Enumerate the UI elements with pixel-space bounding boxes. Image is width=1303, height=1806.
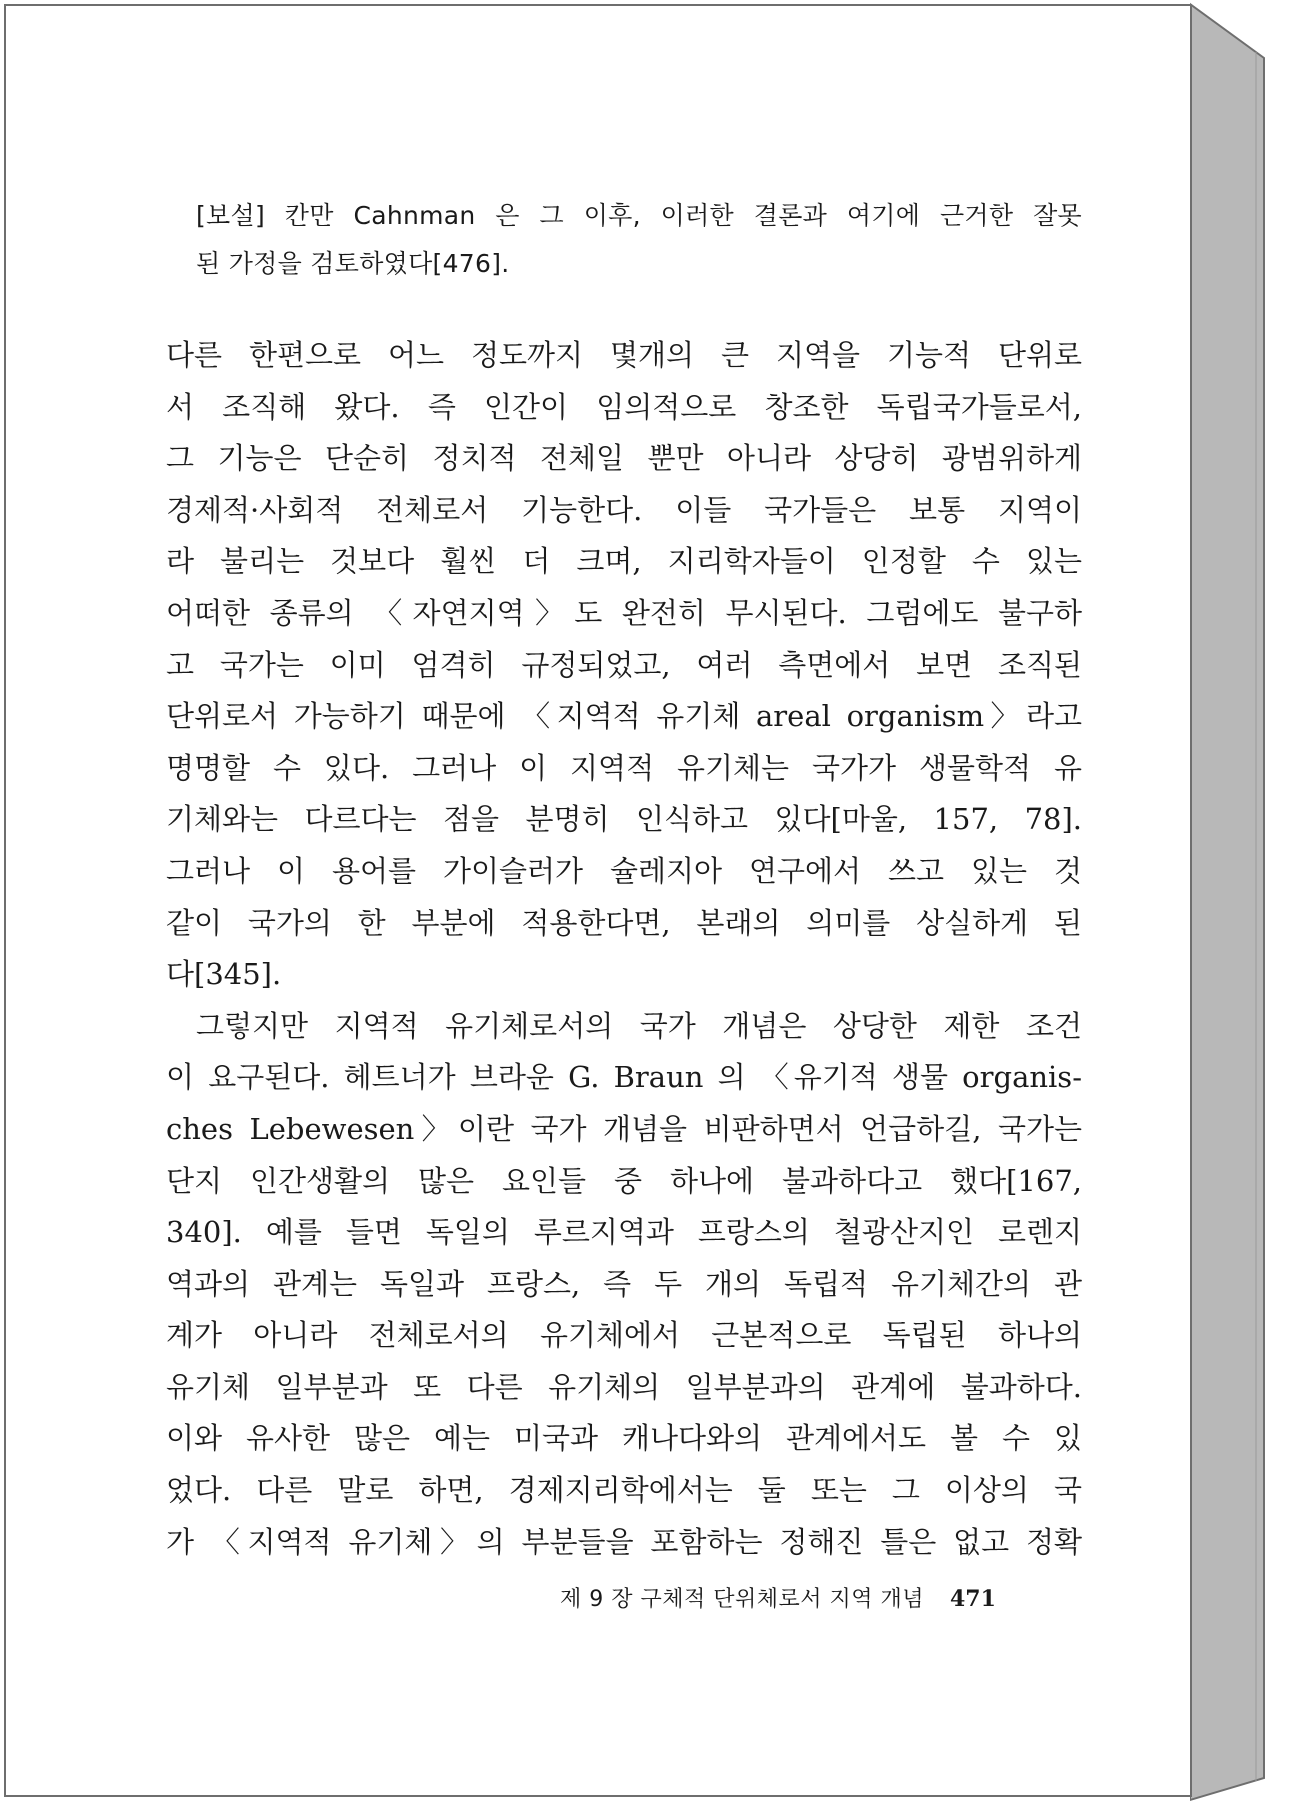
chapter-title: 제 9 장 구체적 단위체로서 지역 개념 [560,1587,924,1612]
body-line: 기체와는 다르다는 점을 분명히 인식하고 있다[마울, 157, 78]. [166,802,1082,837]
supplementary-note [196,192,1082,288]
body-line: 같이 국가의 한 부분에 적용한다면, 본래의 의미를 상실하게 된 [166,905,1082,940]
body-line: 역과의 관계는 독일과 프랑스, 즉 두 개의 독립적 유기체간의 관 [166,1266,1082,1301]
body-line: ches Lebewesen〉이란 국가 개념을 비판하면서 언급하길, 국가는 [166,1111,1082,1146]
page-footer [560,1582,1040,1613]
body-line: 고 국가는 이미 엄격히 규정되었고, 여러 측면에서 보면 조직된 [166,647,1082,682]
page-stack-side [1190,4,1264,1800]
body-line: 이와 유사한 많은 예는 미국과 캐나다와의 관계에서도 볼 수 있 [166,1421,1082,1456]
note-line: [보설] 칸만 Cahnman 은 그 이후, 이러한 결론과 여기에 근거한 잘못 [196,201,1082,230]
body-line: 계가 아니라 전체로서의 유기체에서 근본적으로 독립된 하나의 [166,1318,1082,1353]
body-line: 단지 인간생활의 많은 요인들 중 하나에 불과하다고 했다[167, [166,1163,1082,1198]
body-line: 그렇지만 지역적 유기체로서의 국가 개념은 상당한 제한 조건 [196,1008,1082,1043]
body-line: 어떠한 종류의 〈자연지역〉도 완전히 무시된다. 그럼에도 불구하 [166,595,1082,630]
body-line: 그러나 이 용어를 가이슬러가 슐레지아 연구에서 쓰고 있는 것 [166,853,1082,888]
body-line: 그 기능은 단순히 정치적 전체일 뿐만 아니라 상당히 광범위하게 [166,441,1082,476]
body-line: 라 불리는 것보다 훨씬 더 크며, 지리학자들이 인정할 수 있는 [166,544,1082,579]
body-line: 이 요구된다. 헤트너가 브라운 G. Braun 의 〈유기적 생물 organis- [166,1060,1082,1095]
body-line: 었다. 다른 말로 하면, 경제지리학에서는 둘 또는 그 이상의 국 [166,1473,1082,1508]
body-line: 유기체 일부분과 또 다른 유기체의 일부분과의 관계에 불과하다. [166,1369,1082,1404]
body-line: 다른 한편으로 어느 정도까지 몇개의 큰 지역을 기능적 단위로 [166,338,1082,372]
body-line: 명명할 수 있다. 그러나 이 지역적 유기체는 국가가 생물학적 유 [166,750,1082,785]
note-line: 된 가정을 검토하였다[476]. [196,249,510,278]
page-number: 471 [950,1586,996,1612]
body-line: 서 조직해 왔다. 즉 인간이 임의적으로 창조한 독립국가들로서, [166,389,1082,424]
body-line: 340]. 예를 들면 독일의 루르지역과 프랑스의 철광산지인 로렌지 [166,1215,1082,1250]
body-line: 단위로서 가능하기 때문에 〈지역적 유기체 areal organism〉라고 [166,699,1082,734]
body-line: 가 〈지역적 유기체〉의 부분들을 포함하는 정해진 틀은 없고 정확 [166,1524,1082,1559]
body-line: 경제적·사회적 전체로서 기능한다. 이들 국가들은 보통 지역이 [166,492,1082,527]
book-page-edge [1190,0,1303,1806]
body-text [166,330,1082,1568]
body-line: 다[345]. [166,957,282,992]
